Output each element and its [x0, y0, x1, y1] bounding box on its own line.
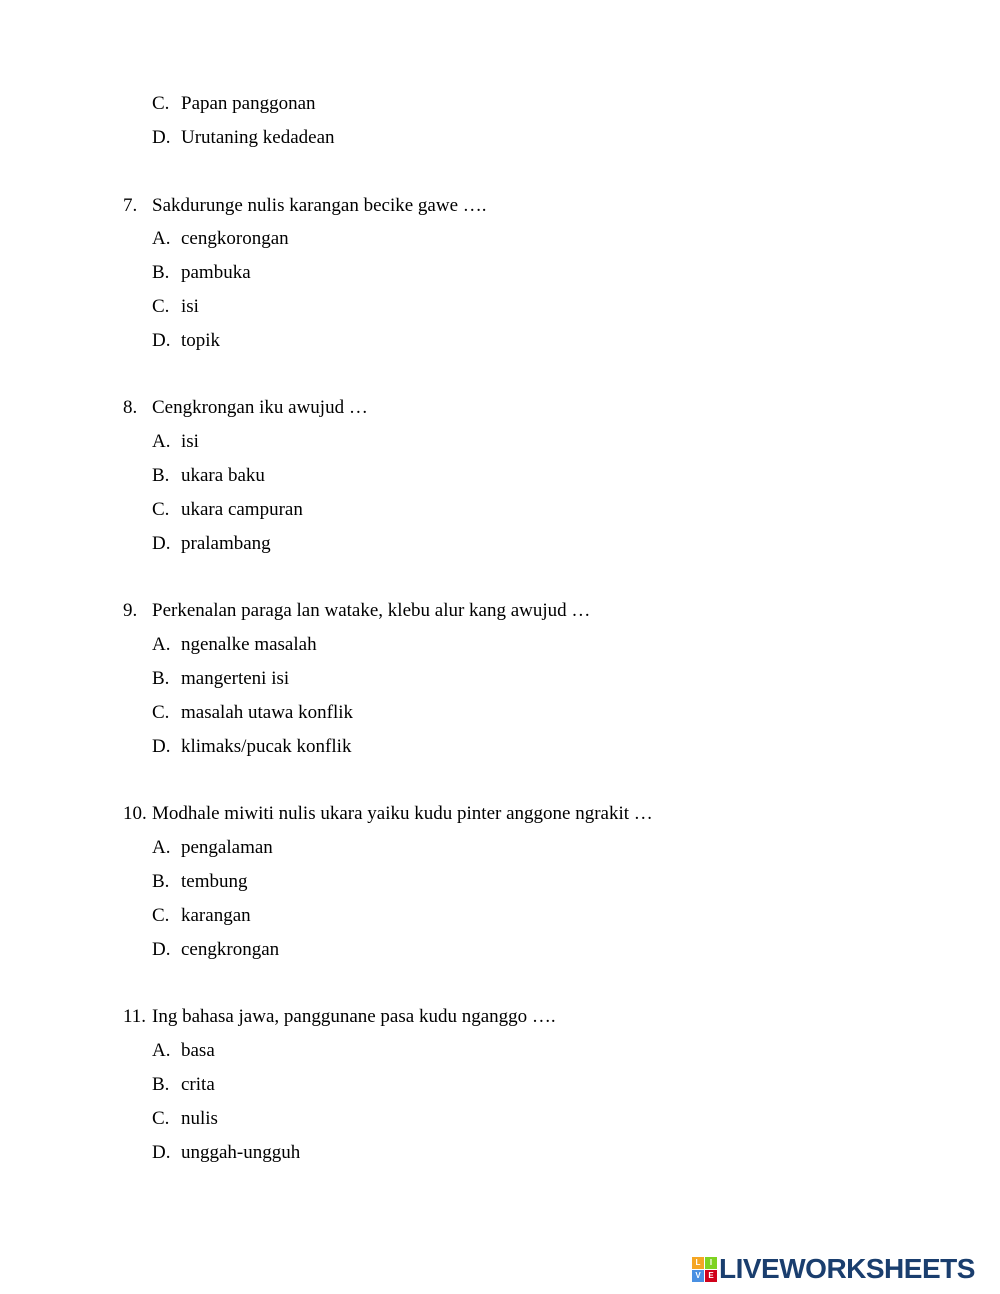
- question-number: 10.: [123, 803, 147, 824]
- option-text: mangerteni isi: [181, 668, 290, 689]
- question-text: Cengkrongan iku awujud …: [152, 397, 368, 418]
- option-letter: B.: [152, 668, 170, 689]
- option-letter: A.: [152, 228, 171, 249]
- option-text: ukara baku: [181, 465, 265, 486]
- option-text: karangan: [181, 905, 251, 926]
- option-text: basa: [181, 1040, 215, 1061]
- option-text: nulis: [181, 1108, 218, 1129]
- option-text: pengalaman: [181, 837, 273, 858]
- question-text: Sakdurunge nulis karangan becike gawe ….: [152, 195, 487, 216]
- option-letter: D.: [152, 127, 171, 148]
- question-text: Ing bahasa jawa, panggunane pasa kudu nganggo ….: [152, 1006, 556, 1027]
- option-text: pralambang: [181, 533, 271, 554]
- option-text: Papan panggonan: [181, 93, 316, 114]
- option-letter: A.: [152, 431, 171, 452]
- option-text: klimaks/pucak konflik: [181, 736, 352, 757]
- option-letter: B.: [152, 465, 170, 486]
- option-text: isi: [181, 296, 199, 317]
- option-letter: B.: [152, 871, 170, 892]
- option-letter: D.: [152, 939, 171, 960]
- option-text: cengkrongan: [181, 939, 280, 960]
- option-letter: D.: [152, 736, 171, 757]
- option-text: ngenalke masalah: [181, 634, 317, 655]
- liveworksheets-icon: [692, 1257, 716, 1281]
- logo-tile: E: [705, 1270, 717, 1282]
- option-text: crita: [181, 1074, 215, 1095]
- option-text: Urutaning kedadean: [181, 127, 335, 148]
- option-letter: B.: [152, 262, 170, 283]
- logo-tile: L: [692, 1257, 704, 1269]
- option-text: tembung: [181, 871, 248, 892]
- question-number: 8.: [123, 397, 138, 418]
- option-letter: C.: [152, 1108, 170, 1129]
- option-letter: A.: [152, 837, 171, 858]
- option-letter: C.: [152, 93, 170, 114]
- question-text: Perkenalan paraga lan watake, klebu alur kang awujud …: [152, 600, 591, 621]
- option-text: ukara campuran: [181, 499, 303, 520]
- option-text: cengkorongan: [181, 228, 289, 249]
- option-letter: C.: [152, 702, 170, 723]
- logo-tile: I: [705, 1257, 717, 1269]
- option-letter: A.: [152, 1040, 171, 1061]
- option-letter: D.: [152, 1142, 171, 1163]
- option-text: unggah-ungguh: [181, 1142, 301, 1163]
- question-number: 9.: [123, 600, 138, 621]
- logo-tile: V: [692, 1270, 704, 1282]
- option-letter: D.: [152, 533, 171, 554]
- option-text: pambuka: [181, 262, 251, 283]
- option-text: masalah utawa konflik: [181, 702, 354, 723]
- option-letter: D.: [152, 330, 171, 351]
- option-text: topik: [181, 330, 221, 351]
- question-number: 7.: [123, 195, 138, 216]
- logo-text: LIVEWORKSHEETS: [719, 1253, 975, 1284]
- option-text: isi: [181, 431, 199, 452]
- option-letter: C.: [152, 499, 170, 520]
- question-number: 11.: [123, 1006, 147, 1027]
- question-text: Modhale miwiti nulis ukara yaiku kudu pinter anggone ngrakit …: [152, 803, 653, 824]
- liveworksheets-logo: [692, 1254, 975, 1284]
- option-letter: C.: [152, 296, 170, 317]
- option-letter: B.: [152, 1074, 170, 1095]
- option-letter: A.: [152, 634, 171, 655]
- option-letter: C.: [152, 905, 170, 926]
